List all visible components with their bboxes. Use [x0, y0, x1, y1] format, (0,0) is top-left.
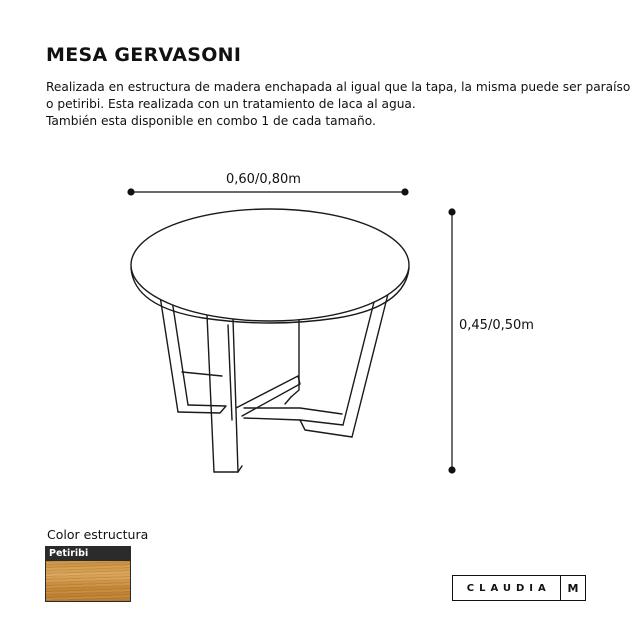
description-line: Realizada en estructura de madera enchapada al igual que la tapa, la misma puede ser paraíso — [46, 80, 631, 94]
brand-initial: M — [567, 581, 579, 595]
description-line: o petiribi. Esta realizada con un tratamiento de laca al agua. — [46, 97, 416, 111]
wood-texture-swatch — [46, 561, 130, 601]
description-line: También esta disponible en combo 1 de cada tamaño. — [46, 114, 376, 128]
width-dimension-label: 0,60/0,80m — [226, 172, 301, 187]
table-illustration — [131, 209, 409, 472]
height-dimension-label: 0,45/0,50m — [459, 318, 534, 333]
product-title: MESA GERVASONI — [46, 44, 242, 66]
width-dimension-line — [127, 188, 408, 195]
height-dimension-line — [448, 208, 455, 473]
color-section-heading: Color estructura — [47, 527, 149, 542]
swatch-label: Petiribi — [46, 547, 130, 561]
brand-name: CLAUDIA — [466, 582, 551, 594]
brand-logo — [452, 575, 586, 601]
color-swatch-petiribi — [45, 546, 131, 602]
